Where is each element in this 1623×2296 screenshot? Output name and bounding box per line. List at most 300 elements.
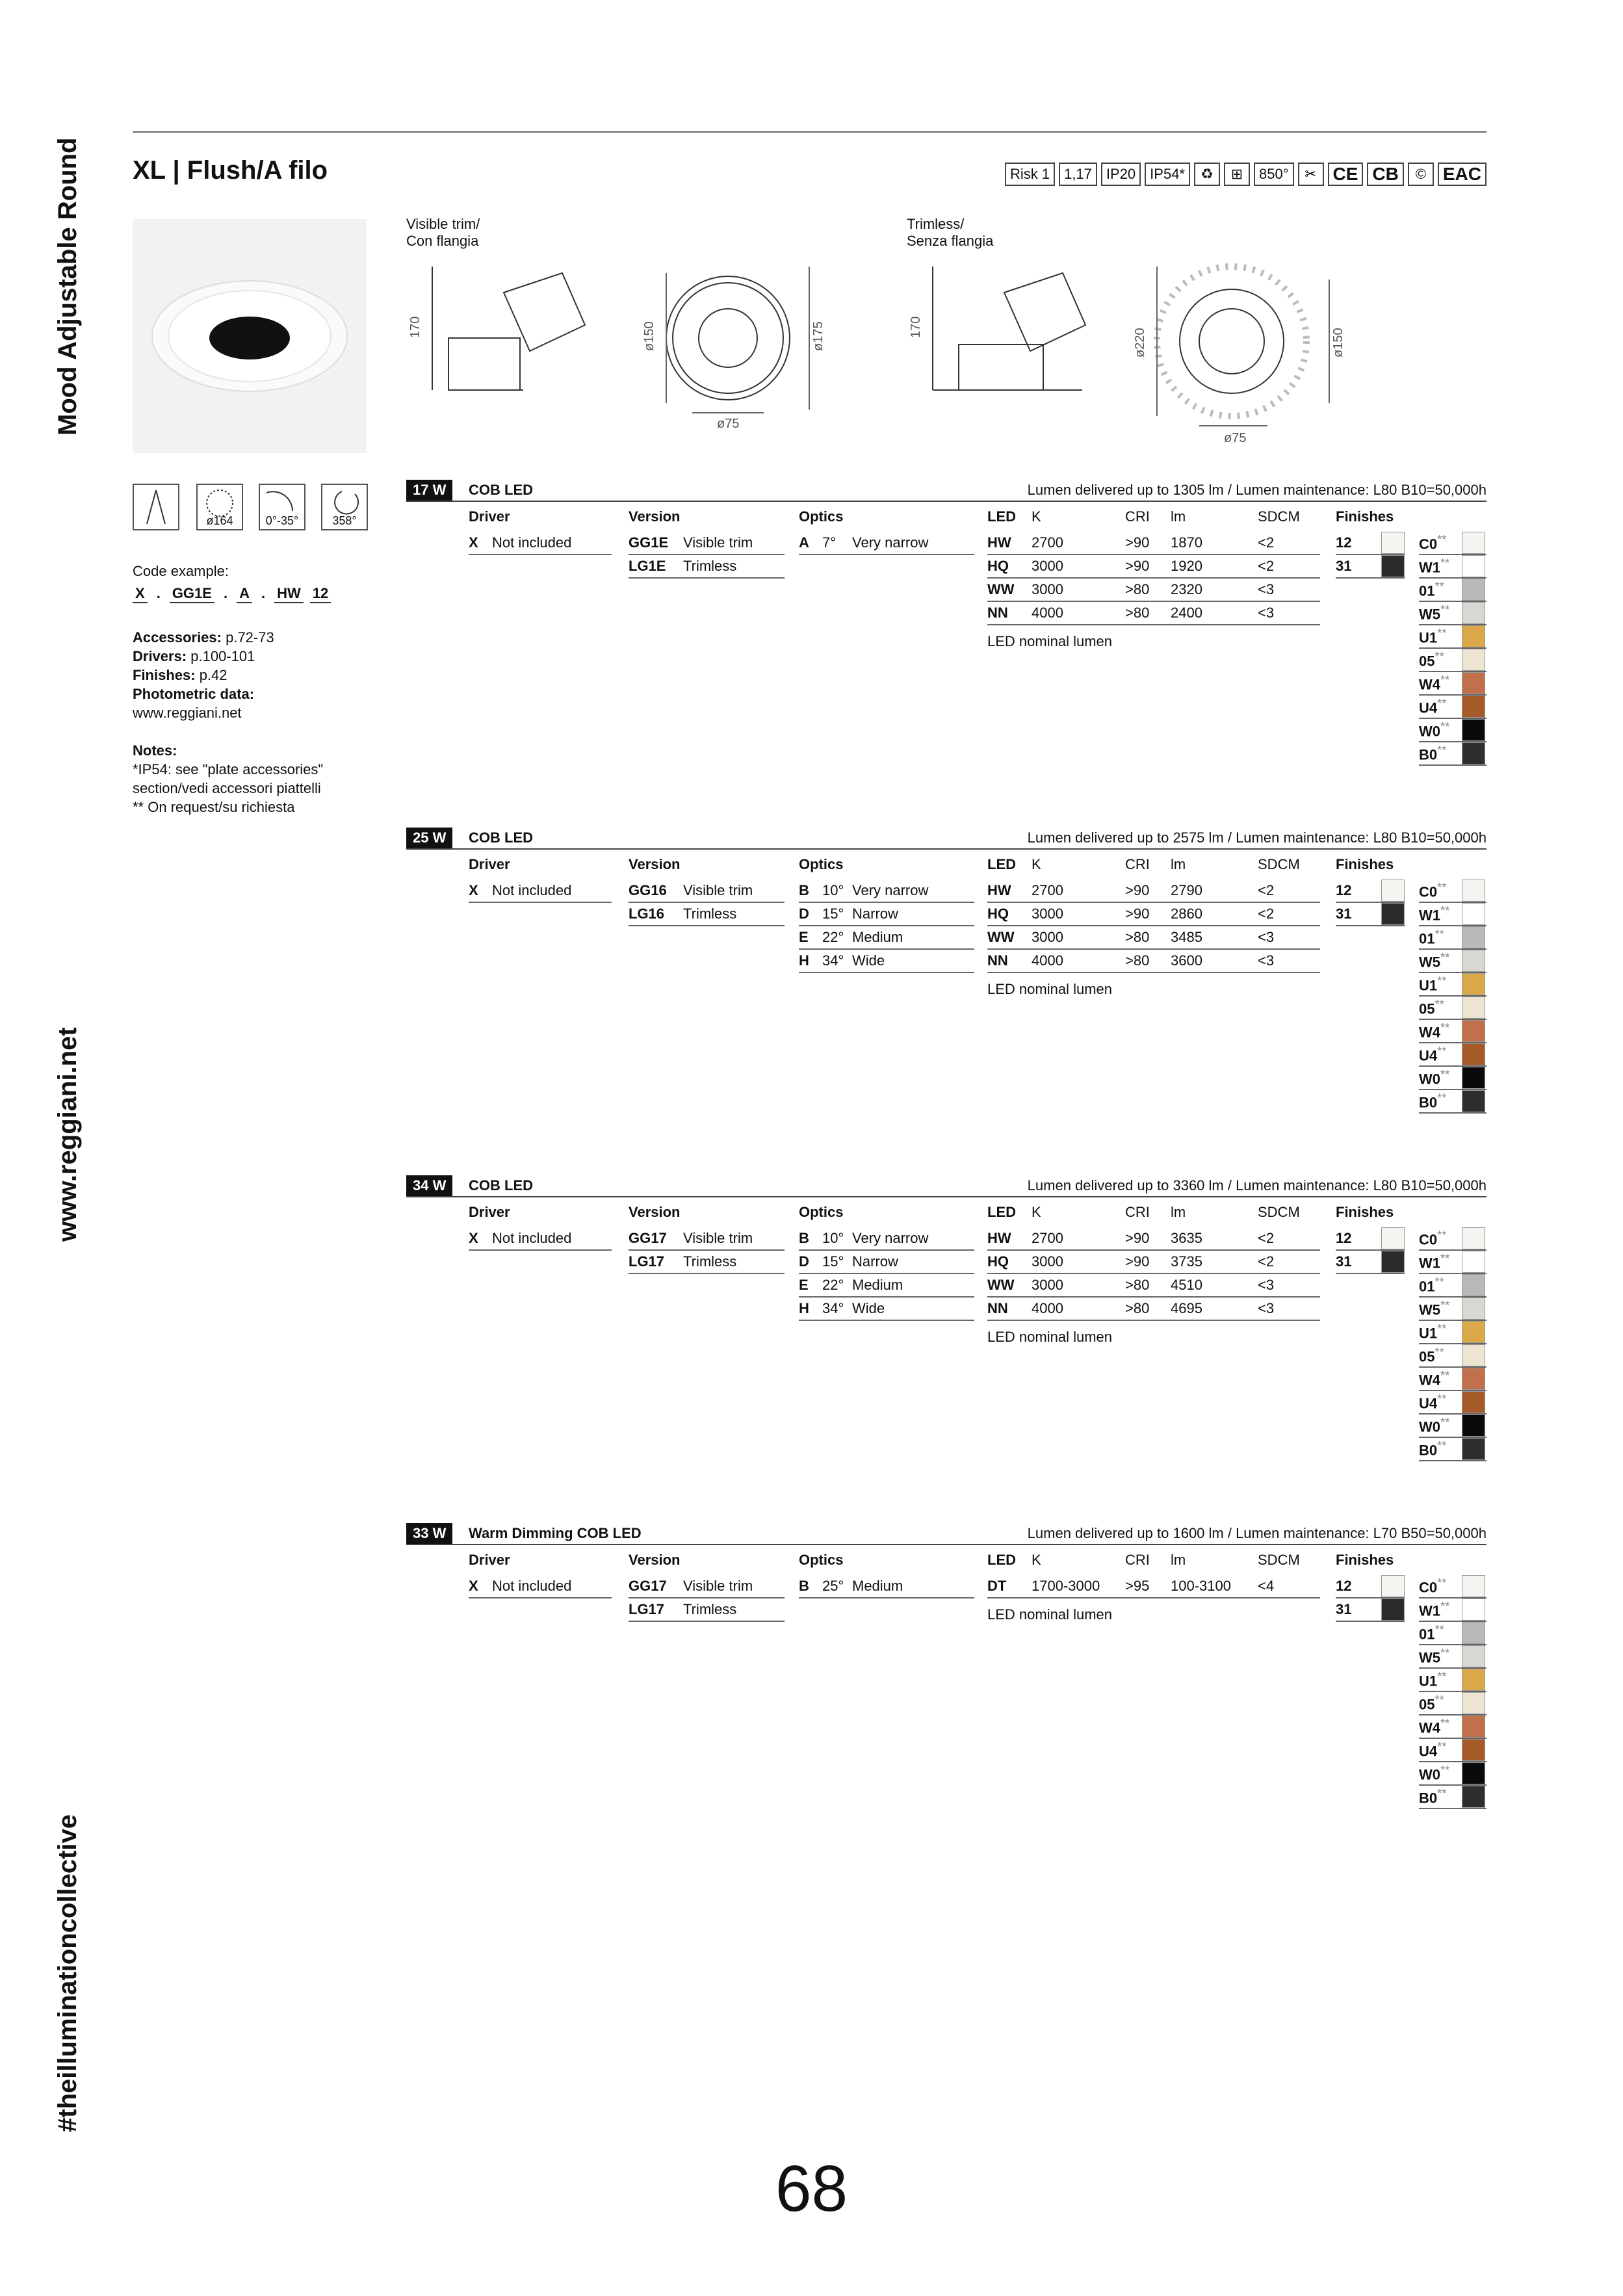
cert-badge: 850° — [1254, 163, 1294, 186]
color-finish-code: C0 — [1419, 1231, 1438, 1248]
photometric-label: Photometric data: — [133, 686, 255, 702]
trimless-drawing — [907, 254, 1362, 462]
led-code: HQ — [987, 558, 1009, 574]
color-finish-option[interactable] — [1419, 1669, 1487, 1692]
color-finish-label — [1419, 880, 1462, 900]
color-finish-label — [1419, 649, 1462, 670]
led-column — [987, 880, 1320, 998]
color-finish-option[interactable] — [1419, 602, 1487, 625]
led-type: Warm Dimming COB LED — [469, 1525, 642, 1541]
col-header-k: K — [1032, 856, 1041, 872]
color-finish-swatch — [1462, 719, 1485, 741]
version-label: Visible trim — [683, 1578, 753, 1594]
color-finish-code: W5 — [1419, 1649, 1440, 1666]
version-row[interactable] — [629, 903, 785, 926]
photometric-link[interactable]: www.reggiani.net — [133, 705, 242, 721]
color-finish-option[interactable] — [1419, 903, 1487, 926]
svg-text:ø150: ø150 — [642, 321, 656, 351]
color-finish-code: 01 — [1419, 582, 1435, 599]
led-note: LED nominal lumen — [987, 981, 1112, 997]
finishes-label: Finishes: — [133, 667, 196, 683]
led-cri: >90 — [1125, 906, 1150, 922]
color-finish-option[interactable] — [1419, 672, 1487, 696]
driver-label: Not included — [492, 1230, 572, 1246]
note-1: *IP54: see "plate accessories" — [133, 761, 324, 777]
color-finish-option[interactable] — [1419, 1786, 1487, 1809]
led-code: NN — [987, 605, 1008, 621]
optics-column — [799, 1227, 974, 1321]
led-sdcm: <2 — [1258, 534, 1275, 551]
color-finish-option[interactable] — [1419, 1715, 1487, 1739]
color-finishes — [1419, 532, 1487, 766]
led-sdcm: <2 — [1258, 1253, 1275, 1270]
color-finish-label — [1419, 720, 1462, 740]
led-code: NN — [987, 952, 1008, 969]
led-sdcm: <2 — [1258, 882, 1275, 898]
page-number: 68 — [775, 2152, 848, 2225]
led-lm: 3635 — [1171, 1230, 1202, 1246]
color-finish-option[interactable] — [1419, 1090, 1487, 1114]
color-finish-option[interactable] — [1419, 696, 1487, 719]
led-code: HW — [987, 534, 1011, 551]
led-row[interactable] — [987, 1298, 1320, 1321]
color-finish-option[interactable] — [1419, 950, 1487, 973]
version-code: LG1E — [629, 558, 666, 574]
driver-row[interactable] — [469, 1575, 612, 1598]
color-finish-option[interactable] — [1419, 1645, 1487, 1669]
led-note: LED nominal lumen — [987, 1329, 1112, 1345]
color-finish-option[interactable] — [1419, 742, 1487, 766]
optic-code: B — [799, 882, 809, 898]
color-finish-label — [1419, 1322, 1462, 1342]
on-request-marker: ** — [1437, 626, 1447, 640]
drivers-label: Drivers: — [133, 648, 187, 664]
led-lm: 100-3100 — [1171, 1578, 1231, 1594]
color-finish-code: W1 — [1419, 1255, 1440, 1272]
optic-degree: 22° — [822, 1277, 844, 1293]
led-row[interactable] — [987, 555, 1320, 579]
led-code: WW — [987, 929, 1015, 945]
product-photo — [133, 219, 367, 453]
led-k: 4000 — [1032, 605, 1063, 621]
cutout-label: ø164 — [206, 514, 233, 527]
color-finish-label — [1419, 1740, 1462, 1760]
cert-badge: ⊞ — [1224, 163, 1250, 186]
color-finish-label — [1419, 1786, 1462, 1807]
on-request-marker: ** — [1440, 673, 1450, 687]
color-finish-code: U1 — [1419, 977, 1438, 994]
color-finish-swatch — [1462, 1090, 1485, 1112]
color-finish-option[interactable] — [1419, 532, 1487, 555]
led-k: 3000 — [1032, 906, 1063, 922]
plate-finish-option[interactable] — [1336, 1575, 1405, 1598]
optic-row[interactable] — [799, 1298, 974, 1321]
color-finish-option[interactable] — [1419, 973, 1487, 997]
optic-label: Wide — [852, 952, 885, 969]
version-column — [629, 1575, 785, 1622]
led-row[interactable] — [987, 950, 1320, 973]
color-finish-option[interactable] — [1419, 1598, 1487, 1622]
on-request-marker: ** — [1437, 1091, 1447, 1105]
led-row[interactable] — [987, 1227, 1320, 1251]
col-header-version: Version — [629, 856, 681, 872]
color-finish-swatch — [1462, 1739, 1485, 1761]
plate-finish-option[interactable] — [1336, 555, 1405, 579]
color-finish-code: 05 — [1419, 1696, 1435, 1713]
plate-finish-swatch — [1381, 1227, 1405, 1249]
led-sdcm: <2 — [1258, 906, 1275, 922]
color-finish-option[interactable] — [1419, 1391, 1487, 1415]
color-finish-code: 05 — [1419, 1000, 1435, 1017]
wattage-badge: 25 W — [406, 828, 452, 848]
optic-row[interactable] — [799, 903, 974, 926]
led-sdcm: <3 — [1258, 605, 1275, 621]
led-code: HW — [987, 882, 1011, 898]
plate-finish-swatch — [1381, 1251, 1405, 1273]
cert-badge: ♻ — [1194, 163, 1220, 186]
optic-row[interactable] — [799, 880, 974, 903]
driver-code: X — [469, 1230, 478, 1246]
color-finish-code: 05 — [1419, 653, 1435, 670]
product-section — [406, 480, 1487, 818]
col-header-lm: lm — [1171, 508, 1186, 525]
plate-finish-swatch — [1381, 532, 1405, 554]
color-finish-code: W1 — [1419, 907, 1440, 924]
led-lm: 2790 — [1171, 882, 1202, 898]
led-cri: >80 — [1125, 1277, 1150, 1293]
color-finish-option[interactable] — [1419, 1622, 1487, 1645]
led-lm: 4510 — [1171, 1277, 1202, 1293]
color-finish-option[interactable] — [1419, 1438, 1487, 1461]
version-row[interactable] — [629, 532, 785, 555]
plate-finishes — [1336, 1575, 1405, 1622]
col-header-driver: Driver — [469, 856, 510, 872]
version-row[interactable] — [629, 1251, 785, 1274]
led-row[interactable] — [987, 579, 1320, 602]
version-label: Trimless — [683, 1253, 737, 1270]
version-row[interactable] — [629, 1575, 785, 1598]
color-finish-option[interactable] — [1419, 719, 1487, 742]
product-section — [406, 1523, 1487, 1861]
rotation-label: 358° — [332, 514, 357, 527]
color-finish-option[interactable] — [1419, 1762, 1487, 1786]
version-row[interactable] — [629, 1227, 785, 1251]
col-header-sdcm: SDCM — [1258, 1552, 1300, 1568]
color-finish-option[interactable] — [1419, 1415, 1487, 1438]
optic-degree: 34° — [822, 1300, 844, 1316]
led-cri: >90 — [1125, 882, 1150, 898]
on-request-marker: ** — [1435, 1623, 1444, 1637]
led-code: NN — [987, 1300, 1008, 1316]
optic-label: Wide — [852, 1300, 885, 1316]
col-header-cri: CRI — [1125, 508, 1150, 525]
on-request-marker: ** — [1437, 1669, 1447, 1684]
on-request-marker: ** — [1440, 603, 1450, 617]
led-sdcm: <3 — [1258, 581, 1275, 597]
on-request-marker: ** — [1435, 649, 1444, 664]
optic-code: H — [799, 952, 809, 969]
color-finish-label — [1419, 974, 1462, 994]
cert-strip — [1005, 163, 1487, 186]
cert-badge: IP54* — [1145, 163, 1190, 186]
tilt-label: 0°-35° — [265, 514, 299, 527]
color-finish-label — [1419, 1716, 1462, 1736]
plate-finish-option[interactable] — [1336, 1227, 1405, 1251]
cert-badge: 1,17 — [1059, 163, 1097, 186]
color-finish-option[interactable] — [1419, 1067, 1487, 1090]
color-finish-code: U4 — [1419, 1743, 1438, 1760]
optic-label: Very narrow — [852, 1230, 929, 1246]
driver-row[interactable] — [469, 532, 612, 555]
led-row[interactable] — [987, 532, 1320, 555]
color-finish-code: U1 — [1419, 1325, 1438, 1342]
color-finish-swatch — [1462, 1368, 1485, 1390]
cert-badge: CB — [1367, 163, 1403, 186]
optic-code: H — [799, 1300, 809, 1316]
color-finish-option[interactable] — [1419, 1321, 1487, 1344]
led-lm: 3600 — [1171, 952, 1202, 969]
led-sdcm: <3 — [1258, 929, 1275, 945]
version-code: GG1E — [629, 534, 669, 551]
color-finish-code: W0 — [1419, 1418, 1440, 1435]
plate-finish-swatch — [1381, 1598, 1405, 1621]
optic-row[interactable] — [799, 1575, 974, 1598]
color-finish-swatch — [1462, 1669, 1485, 1691]
optic-code: A — [799, 534, 809, 551]
plate-finish-swatch — [1381, 880, 1405, 902]
color-finish-swatch — [1462, 1227, 1485, 1249]
led-code: WW — [987, 581, 1015, 597]
optic-row[interactable] — [799, 1274, 974, 1298]
color-finish-label — [1419, 1251, 1462, 1272]
plate-finish-option[interactable] — [1336, 880, 1405, 903]
optic-row[interactable] — [799, 1227, 974, 1251]
color-finish-swatch — [1462, 649, 1485, 671]
plate-finish-option[interactable] — [1336, 1251, 1405, 1274]
color-finish-option[interactable] — [1419, 1298, 1487, 1321]
color-finish-swatch — [1462, 1692, 1485, 1714]
led-type: COB LED — [469, 1177, 533, 1194]
optic-row[interactable] — [799, 532, 974, 555]
section-header — [406, 1175, 1487, 1197]
optic-label: Narrow — [852, 1253, 898, 1270]
color-finish-code: 01 — [1419, 1278, 1435, 1295]
code-part: . — [223, 585, 228, 601]
color-finish-code: U4 — [1419, 699, 1438, 716]
plate-finish-swatch — [1381, 1575, 1405, 1597]
optic-row[interactable] — [799, 950, 974, 973]
color-finish-option[interactable] — [1419, 1692, 1487, 1715]
col-header-led: LED — [987, 508, 1016, 525]
driver-row[interactable] — [469, 880, 612, 903]
optic-label: Medium — [852, 929, 903, 945]
col-header-optics: Optics — [799, 1552, 844, 1568]
color-finish-swatch — [1462, 1067, 1485, 1089]
note-2: section/vedi accessori piattelli — [133, 780, 321, 796]
led-note: LED nominal lumen — [987, 633, 1112, 649]
color-finishes — [1419, 1575, 1487, 1809]
color-finish-code: 05 — [1419, 1348, 1435, 1365]
led-row[interactable] — [987, 903, 1320, 926]
cert-badge: IP20 — [1101, 163, 1141, 186]
cert-badge: EAC — [1438, 163, 1487, 186]
color-finish-swatch — [1462, 1715, 1485, 1738]
color-finish-code: W0 — [1419, 1071, 1440, 1088]
color-finish-swatch — [1462, 1762, 1485, 1784]
color-finish-swatch — [1462, 1622, 1485, 1644]
on-request-marker: ** — [1440, 556, 1450, 570]
led-cri: >80 — [1125, 581, 1150, 597]
version-label: Trimless — [683, 906, 737, 922]
color-finish-label — [1419, 1415, 1462, 1435]
wattage-badge: 17 W — [406, 480, 452, 501]
color-finish-swatch — [1462, 903, 1485, 925]
led-cri: >80 — [1125, 952, 1150, 969]
color-finish-code: W5 — [1419, 1301, 1440, 1318]
led-sdcm: <4 — [1258, 1578, 1275, 1594]
led-sdcm: <3 — [1258, 1300, 1275, 1316]
color-finish-option[interactable] — [1419, 625, 1487, 649]
color-finish-swatch — [1462, 1391, 1485, 1413]
code-part: A — [237, 585, 252, 603]
color-finish-label — [1419, 1646, 1462, 1666]
code-example — [133, 585, 331, 603]
version-column — [629, 532, 785, 579]
plate-finish-option[interactable] — [1336, 532, 1405, 555]
on-request-marker: ** — [1440, 720, 1450, 734]
accessories-value: p.72-73 — [221, 629, 274, 646]
version-code: LG16 — [629, 906, 665, 922]
col-header-finishes: Finishes — [1336, 856, 1394, 872]
color-finish-option[interactable] — [1419, 880, 1487, 903]
plate-finish-option[interactable] — [1336, 903, 1405, 926]
version-label: Trimless — [683, 1601, 737, 1617]
col-header-driver: Driver — [469, 508, 510, 525]
color-finish-option[interactable] — [1419, 1274, 1487, 1298]
version-label: Visible trim — [683, 882, 753, 898]
color-finish-code: B0 — [1419, 1094, 1438, 1111]
color-finish-option[interactable] — [1419, 1043, 1487, 1067]
led-sdcm: <2 — [1258, 1230, 1275, 1246]
tilt-icon — [259, 484, 305, 530]
version-row[interactable] — [629, 555, 785, 579]
driver-code: X — [469, 882, 478, 898]
led-row[interactable] — [987, 1575, 1320, 1598]
color-finish-option[interactable] — [1419, 997, 1487, 1020]
on-request-marker: ** — [1437, 880, 1447, 894]
on-request-marker: ** — [1437, 1740, 1447, 1754]
color-finish-swatch — [1462, 950, 1485, 972]
led-row[interactable] — [987, 1251, 1320, 1274]
visible-trim-label: Visible trim/ Con flangia — [406, 216, 480, 249]
color-finish-option[interactable] — [1419, 1344, 1487, 1368]
plate-finish-code: 31 — [1336, 906, 1352, 922]
color-finish-option[interactable] — [1419, 1575, 1487, 1598]
on-request-marker: ** — [1440, 950, 1450, 965]
driver-row[interactable] — [469, 1227, 612, 1251]
lumen-info: Lumen delivered up to 1600 lm / Lumen maintenance: L70 B50=50,000h — [1027, 1525, 1487, 1541]
color-finish-code: 01 — [1419, 930, 1435, 947]
top-rule — [133, 131, 1487, 133]
color-finish-swatch — [1462, 1020, 1485, 1042]
color-finish-option[interactable] — [1419, 1227, 1487, 1251]
optic-row[interactable] — [799, 1251, 974, 1274]
color-finish-code: C0 — [1419, 1579, 1438, 1596]
led-type: COB LED — [469, 482, 533, 498]
driver-column — [469, 532, 612, 555]
on-request-marker: ** — [1437, 1439, 1447, 1453]
version-row[interactable] — [629, 880, 785, 903]
col-header-cri: CRI — [1125, 1204, 1150, 1220]
plate-finish-code: 31 — [1336, 1601, 1352, 1617]
driver-code: X — [469, 534, 478, 551]
color-finish-option[interactable] — [1419, 1251, 1487, 1274]
plate-finish-code: 12 — [1336, 534, 1352, 551]
optic-code: B — [799, 1230, 809, 1246]
version-row[interactable] — [629, 1598, 785, 1622]
led-cri: >80 — [1125, 1300, 1150, 1316]
on-request-marker: ** — [1437, 743, 1447, 757]
color-finishes — [1419, 1227, 1487, 1461]
color-finish-option[interactable] — [1419, 649, 1487, 672]
col-header-lm: lm — [1171, 1204, 1186, 1220]
color-finish-option[interactable] — [1419, 1739, 1487, 1762]
led-row[interactable] — [987, 880, 1320, 903]
color-finish-code: C0 — [1419, 883, 1438, 900]
color-finish-label — [1419, 1599, 1462, 1619]
color-finish-label — [1419, 579, 1462, 599]
optic-label: Medium — [852, 1277, 903, 1293]
color-finish-label — [1419, 927, 1462, 947]
svg-text:170: 170 — [909, 316, 923, 338]
color-finish-option[interactable] — [1419, 1020, 1487, 1043]
color-finish-option[interactable] — [1419, 555, 1487, 579]
led-lm: 4695 — [1171, 1300, 1202, 1316]
color-finish-label — [1419, 950, 1462, 971]
color-finish-option[interactable] — [1419, 926, 1487, 950]
on-request-marker: ** — [1435, 1345, 1444, 1359]
on-request-marker: ** — [1435, 579, 1444, 594]
led-row[interactable] — [987, 926, 1320, 950]
led-row[interactable] — [987, 602, 1320, 625]
col-header-k: K — [1032, 508, 1041, 525]
led-row[interactable] — [987, 1274, 1320, 1298]
left-info — [133, 628, 323, 816]
color-finish-code: U1 — [1419, 1673, 1438, 1689]
color-finish-code: W1 — [1419, 559, 1440, 576]
led-column — [987, 1227, 1320, 1346]
led-sdcm: <2 — [1258, 558, 1275, 574]
svg-text:ø75: ø75 — [1224, 431, 1247, 445]
version-label: Trimless — [683, 558, 737, 574]
cert-badge: ✂ — [1298, 163, 1324, 186]
color-finish-option[interactable] — [1419, 1368, 1487, 1391]
color-finish-option[interactable] — [1419, 579, 1487, 602]
color-finish-label — [1419, 1368, 1462, 1389]
color-finish-swatch — [1462, 532, 1485, 554]
on-request-marker: ** — [1435, 1275, 1444, 1289]
col-header-k: K — [1032, 1204, 1041, 1220]
color-finish-code: W4 — [1419, 676, 1440, 693]
led-k: 2700 — [1032, 534, 1063, 551]
color-finish-code: 01 — [1419, 1626, 1435, 1643]
optic-degree: 25° — [822, 1578, 844, 1594]
color-finish-label — [1419, 556, 1462, 576]
plate-finish-option[interactable] — [1336, 1598, 1405, 1622]
optic-row[interactable] — [799, 926, 974, 950]
led-lm: 2860 — [1171, 906, 1202, 922]
lumen-info: Lumen delivered up to 1305 lm / Lumen maintenance: L80 B10=50,000h — [1027, 482, 1487, 498]
